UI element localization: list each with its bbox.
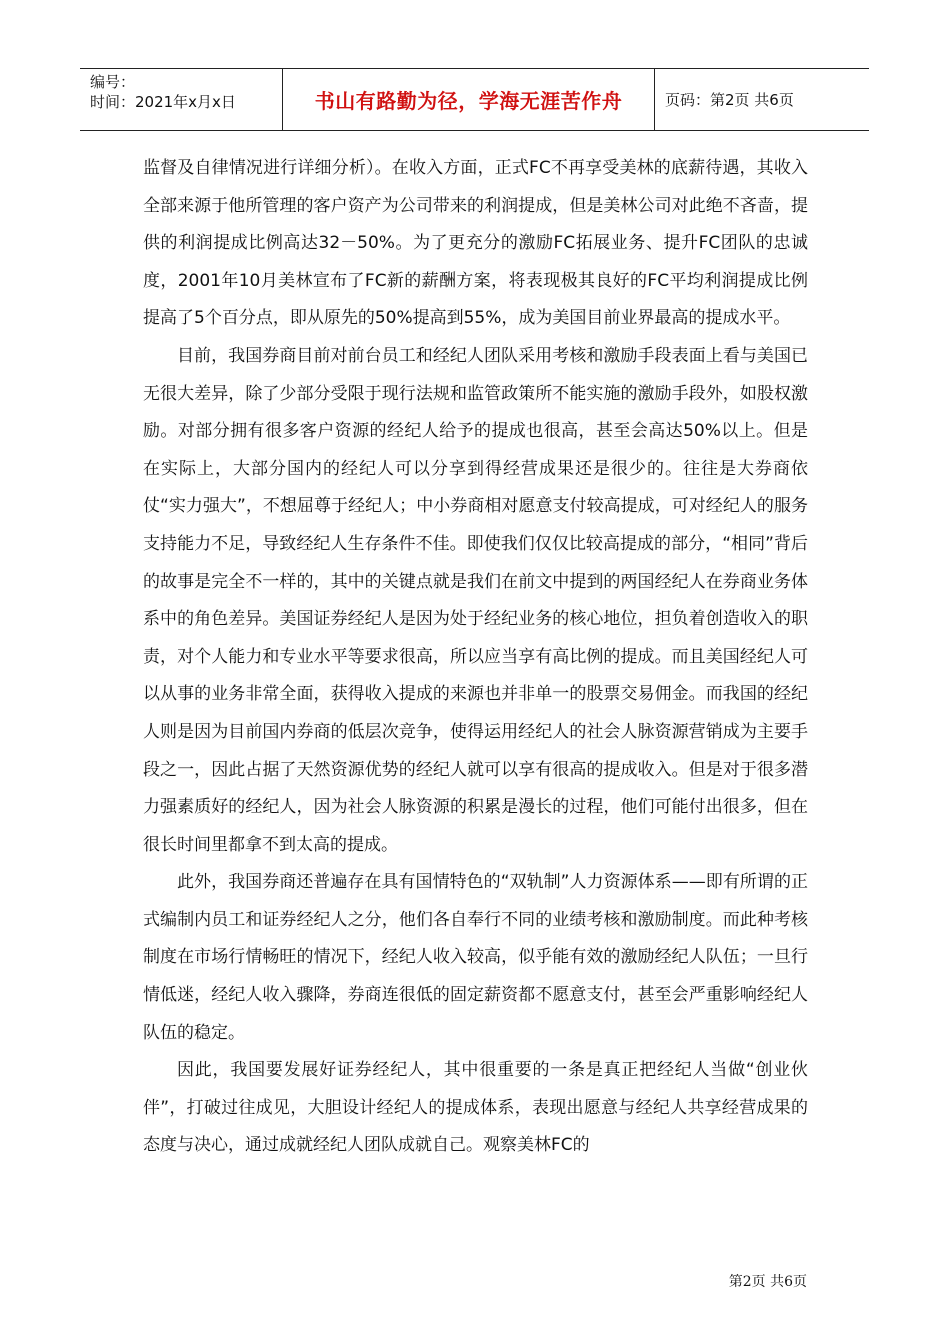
header-page-number: 页码：第2页 共6页 (665, 91, 794, 109)
body-paragraph: 因此，我国要发展好证券经纪人，其中很重要的一条是真正把经纪人当做“创业伙伴”，打破过往成见，大胆设计经纪人的提成体系，表现出愿意与经纪人共享经营成果的态度与决心，通过成就经纪人团队成就自己。观察美林FC的 (143, 1060, 808, 1156)
header-motto: 书山有路勤为径，学海无涯苦作舟 (282, 69, 655, 130)
page-footer: 第2页 共6页 (728, 1274, 807, 1290)
body-paragraph: 监督及自律情况进行详细分析）。在收入方面，正式FC不再享受美林的底薪待遇，其收入全部来源于他所管理的客户资产为公司带来的利润提成，但是美林公司对此绝不吝啬，提供的利润提成比例高达32－50%。为了更充分的激励FC拓展业务、提升FC团队的忠诚度，2001年10月美林宣布了FC新的薪酬方案，将表现极其良好的FC平均利润提成比例提高了5个百分点，即从原先的50%提高到55%，成为美国目前业界最高的提成水平。 (143, 158, 808, 329)
body-paragraph: 目前，我国券商目前对前台员工和经纪人团队采用考核和激励手段表面上看与美国已无很大差异，除了少部分受限于现行法规和监管政策所不能实施的激励手段外，如股权激励。对部分拥有很多客户资源的经纪人给予的提成也很高，甚至会高达50%以上。但是在实际上，大部分国内的经纪人可以分享到得经营成果还是很少的。往往是大券商依仗“实力强大”，不想屈尊于经纪人；中小券商相对愿意支付较高提成，可对经纪人的服务支持能力不足，导致经纪人生存条件不佳。即使我们仅仅比较高提成的部分，“相同”背后的故事是完全不一样的，其中的关键点就是我们在前文中提到的两国经纪人在券商业务体系中的角色差异。美国证券经纪人是因为处于经纪业务的核心地位，担负着创造收入的职责，对个人能力和专业水平等要求很高，所以应当享有高比例的提成。而且美国经纪人可以从事的业务非常全面，获得收入提成的来源也并非单一的股票交易佣金。而我国的经纪人则是因为目前国内券商的低层次竞争，使得运用经纪人的社会人脉资源营销成为主要手段之一，因此占据了天然资源优势的经纪人就可以享有很高的提成收入。但是对于很多潜力强素质好的经纪人，因为社会人脉资源的积累是漫长的过程，他们可能付出很多，但在很长时间里都拿不到太高的提成。 (143, 345, 808, 855)
document-body (143, 150, 808, 1165)
page-header (80, 68, 869, 131)
header-meta (80, 69, 282, 130)
body-paragraph: 此外，我国券商还普遍存在具有国情特色的“双轨制”人力资源体系——即有所谓的正式编制内员工和证券经纪人之分，他们各自奉行不同的业绩考核和激励制度。而此种考核制度在市场行情畅旺的情况下，经纪人收入较高，似乎能有效的激励经纪人队伍；一旦行情低迷，经纪人收入骤降，券商连很低的固定薪资都不愿意支付，甚至会严重影响经纪人队伍的稳定。 (143, 872, 808, 1043)
document-date-label: 时间：2021年x月x日 (90, 93, 236, 111)
document-number-label: 编号： (90, 73, 136, 91)
